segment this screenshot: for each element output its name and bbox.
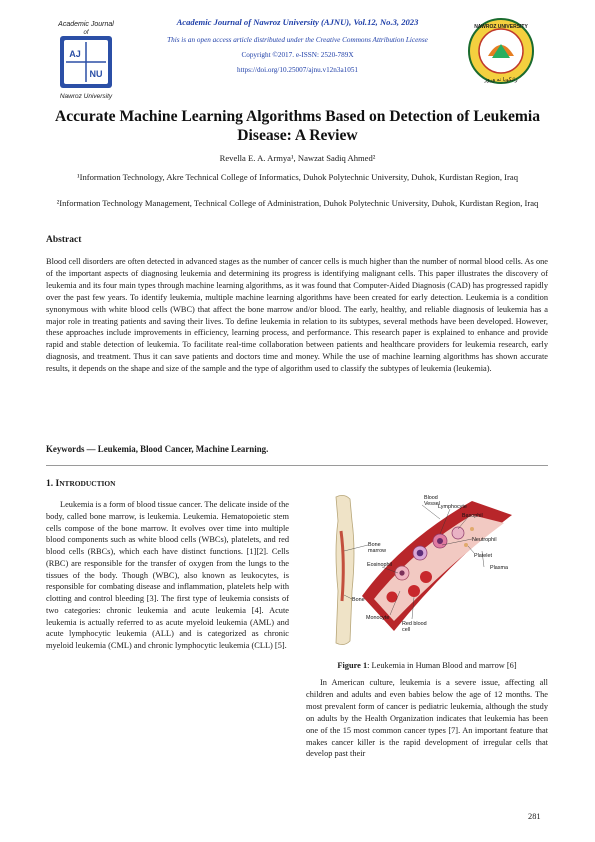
svg-text:of: of <box>83 30 89 36</box>
label-platelet: Platelet <box>474 553 492 559</box>
figure-caption-label: Figure 1 <box>337 661 368 670</box>
svg-text:AJ: AJ <box>69 49 81 59</box>
label-plasma: Plasma <box>490 565 508 571</box>
intro-paragraph-2: In American culture, leukemia is a severe issue, affecting all children and adults and even babies below the age of 12 months. The most prevalent form of cancer is pediatric leukemia, although the study on adults by the Health Organization indicates that leukemia has been one of the 15 most common cancer types [7]. An important feature that makes cancer killer is the rapid development of irregular cells that develop past their <box>306 678 548 759</box>
label-bone-marrow-1: Bone <box>368 542 381 548</box>
label-eosinophil: Eosinophil <box>367 562 392 568</box>
figure-caption <box>306 661 548 670</box>
svg-text:زانكويا نه وروز: زانكويا نه وروز <box>484 77 518 83</box>
license-note: This is an open access article distributed under the Creative Commons Attribution License <box>167 36 428 44</box>
figure-caption-text: : Leukemia in Human Blood and marrow [6] <box>367 661 517 670</box>
intro-heading-number: 1. I <box>46 479 60 489</box>
label-blood-vessel-1: Blood <box>424 495 438 501</box>
journal-logo <box>38 14 133 100</box>
doi-link[interactable]: https://doi.org/10.25007/ajnu.v12n3a1051 <box>236 66 359 74</box>
svg-text:Academic Journal: Academic Journal <box>58 21 114 28</box>
svg-text:NAWROZ UNIVERSITY: NAWROZ UNIVERSITY <box>474 24 528 30</box>
label-basophil: Basophil <box>462 513 483 519</box>
page-number: 281 <box>528 812 541 821</box>
svg-text:NU: NU <box>89 69 103 79</box>
intro-heading <box>46 479 115 489</box>
intro-left-column <box>46 499 289 652</box>
label-red-blood-cell-1: Red blood <box>402 621 427 627</box>
label-blood-vessel-2: Vessel <box>424 501 440 507</box>
label-bone: Bone <box>352 597 365 603</box>
affiliation-2: ²Information Technology Management, Technical College of Administration, Duhok Polytechnic University, Duhok, Kurdistan Region, Iraq <box>56 198 539 208</box>
abstract-text: Blood cell disorders are often detected in advanced stages as the number of cancer cells is much higher than the number of normal blood cells. As one of the important aspects of diagnosing leukemia and determining its progress is identifying malignant cells. This paper illustrates the discovery of leukemia and its four main types through machine learning algorithms, as it was found that Computer-Aided Diagnosis (CAD) has progressed rapidly over the past few years. To identify leukemia, multiple machine learning algorithms have been created for early detection. Leukemia is a condition synonymous with white blood cells (WBC) that affect the bone marrow and/or blood. The early, healthy, and reliable diagnosis of leukemia has a major role in treating patients and saving their lives. To define leukemia in relation to its subtypes, several methods have been developed. However, these approaches include improvements in efficiency, learning process, and performance. This research paper is explained to enhance and provide rapid and stable detection of leukemia. To facilitate real-time collaboration between patients and healthcare providers for leukemia research, early diagnosis, and treatment. Thus it can save patients and doctors time and money. While the use of machine learning algorithms has shown accurate results, it depends on the shape and size of the sample and the type of algorithm used to classify the subtypes of leukemia (leukemia). <box>46 257 548 374</box>
label-lymphocyte: Lymphocyte <box>438 504 467 510</box>
section-divider <box>46 465 548 466</box>
abstract-heading: Abstract <box>46 235 82 245</box>
affiliation-1: ¹Information Technology, Akre Technical College of Informatics, Duhok Polytechnic University, Duhok, Kurdistan Region, Iraq <box>77 172 518 182</box>
svg-text:Nawroz University: Nawroz University <box>59 93 113 100</box>
leukemia-figure <box>322 491 522 651</box>
university-seal <box>466 16 536 88</box>
copyright-line: Copyright ©2017. e-ISSN: 2520-789X <box>241 51 354 59</box>
intro-heading-rest: NTRODUCTION <box>59 479 116 488</box>
label-neutrophil: Neutrophil <box>472 537 497 543</box>
label-bone-marrow-2: marrow <box>368 548 386 554</box>
intro-right-column <box>306 677 548 760</box>
author-list: Revella E. A. Armya¹, Nawzat Sadiq Ahmed² <box>219 153 376 163</box>
paper-title: Accurate Machine Learning Algorithms Based on Detection of Leukemia Disease: A Review <box>54 108 541 144</box>
label-monocyte: Monocyte <box>366 615 390 621</box>
intro-paragraph-1: Leukemia is a form of blood tissue cancer. The delicate inside of the body, called bone marrow, is leukemia. Leukemia. Hematopoietic stem cells compose of the bone marrow. It evolves over time into multiple blood components such as white blood cells (WBCs), platelets, and red blood cells (RBCs), which each have distinct functions. [1][2]. Cells (RBC) are responsible for the transfer of oxygen from the lungs to the tissues of the body. Though (WBC), also known as leukocytes, is responsible for combating disease and inflammation, platelets help with clotting and control bleeding [3]. The first type of leukemia consists of two categories: chronic leukemia and acute leukemia [4]. Acute leukemia is actually referred to as acute myeloid leukemia (AML) and acute lymphocytic leukemia (ALL) and is categorized as chronic myeloid leukemia (CML) and chronic lymphocytic leukemia (CLL) [5]. <box>46 500 289 650</box>
journal-title: Academic Journal of Nawroz University (AJNU), Vol.12, No.3, 2023 <box>176 17 419 27</box>
keywords-line: Keywords — Leukemia, Blood Cancer, Machine Learning. <box>46 444 269 454</box>
label-red-blood-cell-2: cell <box>402 627 411 633</box>
